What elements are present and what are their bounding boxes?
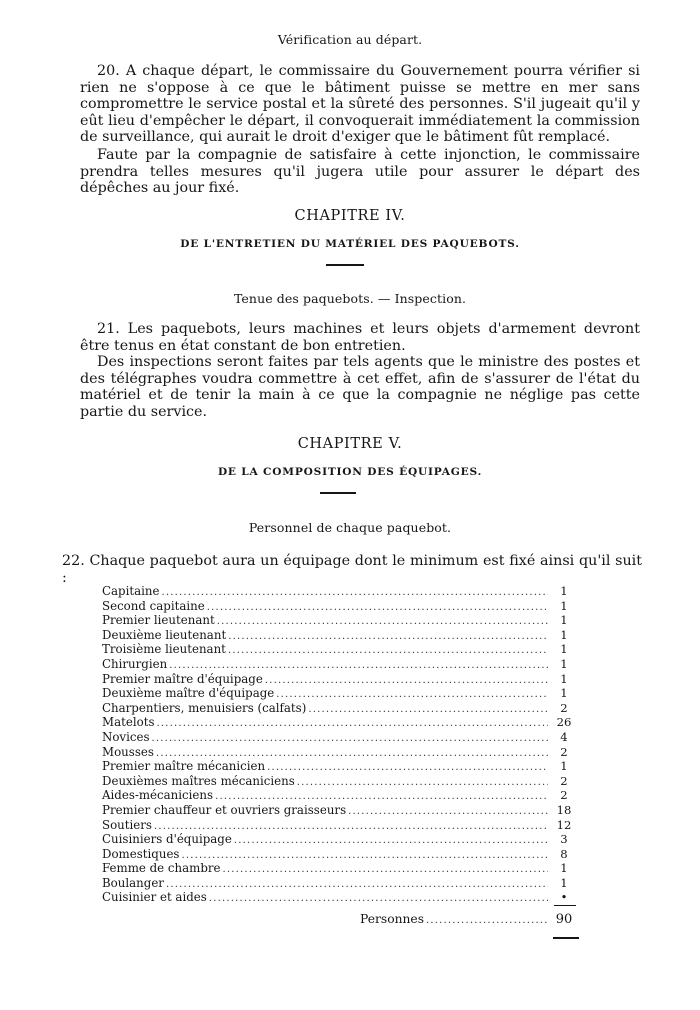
crew-list (102, 584, 576, 905)
article-20-paragraph-2: Faute par la compagnie de satisfaire à cette injonction, le commissaire prendra telles mesures qu'il jugera utile pour assurer le départ des dépêches au jour fixé. (80, 147, 640, 197)
dot-leader (207, 601, 548, 616)
crew-role: Premier lieutenant (102, 613, 215, 628)
crew-role: Cuisiniers d'équipage (102, 832, 232, 847)
crew-count: 1 (560, 642, 568, 657)
chapter-5-rule (320, 492, 356, 494)
crew-count: 1 (560, 627, 568, 642)
crew-count: 2 (560, 744, 568, 759)
dot-leader (265, 674, 548, 689)
dot-leader (276, 688, 548, 703)
crew-row (102, 745, 576, 760)
article-22-intro: 22. Chaque paquebot aura un équipage dont le minimum est fixé ainsi qu'il suit : (62, 553, 642, 586)
article-20-paragraph-1: 20. A chaque départ, le commissaire du Gouvernement pourra vérifier si rien ne s'oppose à ce que le bâtiment puisse se mettre en mer sans compromettre le service postal et la sûreté des personnes. S'il jugeait qu'il y eût lieu d'empêcher le départ, il convoquerait immédiatement la commission de surveillance, qui aurait le droit d'exiger que le bâtiment fût remplacé. (80, 63, 640, 146)
crew-role: Premier maître d'équipage (102, 671, 263, 686)
crew-count: 1 (560, 584, 568, 598)
chapter-5-section-heading: Personnel de chaque paquebot. (248, 520, 452, 535)
crew-row (102, 628, 576, 643)
crew-row (102, 788, 576, 803)
crew-role: Troisième lieutenant (102, 642, 226, 657)
crew-role: Premier maître mécanicien (102, 759, 266, 774)
crew-count: 1 (560, 656, 568, 671)
crew-role: Aides-mécaniciens (102, 788, 214, 803)
crew-row (102, 672, 576, 687)
crew-row (102, 599, 576, 614)
crew-role: Femme de chambre (102, 861, 221, 876)
crew-row (102, 759, 576, 774)
article-21-paragraph-2: Des inspections seront faites par tels agents que le ministre des postes et des télégraphes voudra commettre à cet effet, afin de s'assurer de l'état du matériel et de tenir la main à ce que la compagnie ne néglige pas cette partie du service. (80, 354, 640, 420)
crew-count: 2 (560, 773, 568, 788)
chapter-4-title: CHAPITRE IV. (294, 208, 406, 224)
crew-row (102, 613, 576, 628)
crew-role: Chirurgien (102, 656, 168, 671)
dot-leader (166, 878, 548, 893)
total-underline (553, 937, 579, 939)
crew-count: 1 (560, 613, 568, 628)
crew-row (102, 730, 576, 745)
sum-rule (554, 905, 576, 906)
crew-row (102, 861, 576, 876)
crew-row (102, 803, 576, 818)
chapter-5-subtitle: DE LA COMPOSITION DES ÉQUIPAGES. (217, 466, 483, 478)
crew-role: Soutiers (102, 817, 152, 832)
dot-leader (157, 717, 548, 732)
dot-leader (426, 915, 548, 926)
crew-count: 3 (560, 832, 568, 847)
crew-count: 2 (560, 700, 568, 715)
dot-leader (162, 586, 548, 601)
crew-row (102, 876, 576, 891)
crew-row (102, 774, 576, 789)
dot-leader (181, 849, 548, 864)
crew-row (102, 890, 576, 905)
crew-count: 1 (560, 686, 568, 701)
crew-row (102, 818, 576, 833)
crew-role: Deuxième lieutenant (102, 627, 227, 642)
dot-leader (228, 630, 548, 645)
dot-leader (308, 703, 548, 718)
dot-leader (267, 761, 548, 776)
departure-heading: Vérification au départ. (277, 32, 423, 47)
chapter-4-section-heading: Tenue des paquebots. — Inspection. (233, 291, 467, 306)
crew-role: Novices (102, 729, 150, 744)
dot-leader (297, 776, 548, 791)
crew-count: 26 (556, 715, 572, 730)
chapter-4-rule (326, 264, 364, 266)
dot-leader (209, 892, 548, 907)
crew-role: Domestiques (102, 846, 180, 861)
crew-row (102, 686, 576, 701)
article-21-paragraph-1: 21. Les paquebots, leurs machines et leurs objets d'armement devront être tenus en état constant de bon entretien. (80, 321, 640, 354)
crew-row (102, 584, 576, 599)
total-value: 90 (555, 912, 573, 927)
crew-row (102, 847, 576, 862)
crew-count: 12 (556, 817, 572, 832)
crew-count: 4 (560, 729, 568, 744)
crew-count: 18 (556, 802, 572, 817)
crew-role: Mousses (102, 744, 154, 759)
crew-role: Cuisinier et aides (102, 890, 207, 905)
total-row (360, 912, 576, 927)
total-label: Personnes (360, 912, 425, 926)
crew-role: Deuxièmes maîtres mécaniciens (102, 773, 295, 788)
crew-role: Matelots (102, 715, 155, 730)
chapter-4-subtitle: DE L'ENTRETIEN DU MATÉRIEL DES PAQUEBOTS. (180, 238, 520, 250)
chapter-5-title: CHAPITRE V. (297, 436, 403, 452)
crew-count: 2 (560, 788, 568, 803)
dot-leader (228, 644, 548, 659)
crew-count: 1 (560, 671, 568, 686)
crew-row (102, 642, 576, 657)
dot-leader (217, 615, 548, 630)
crew-role: Boulanger (102, 875, 164, 890)
dot-leader (152, 732, 548, 747)
crew-count: 1 (560, 759, 568, 774)
crew-row (102, 657, 576, 672)
crew-role: Deuxième maître d'équipage (102, 686, 275, 701)
crew-count: 1 (560, 598, 568, 613)
crew-role: Charpentiers, menuisiers (calfats) (102, 700, 307, 715)
dot-leader (223, 863, 548, 878)
crew-count: • (560, 890, 568, 905)
crew-row (102, 701, 576, 716)
crew-count: 8 (560, 846, 568, 861)
crew-role: Second capitaine (102, 598, 205, 613)
crew-count: 1 (560, 875, 568, 890)
crew-row (102, 715, 576, 730)
crew-count: 1 (560, 861, 568, 876)
dot-leader (234, 834, 548, 849)
crew-role: Capitaine (102, 584, 160, 598)
dot-leader (348, 805, 548, 820)
crew-row (102, 832, 576, 847)
crew-role: Premier chauffeur et ouvriers graisseurs (102, 802, 347, 817)
